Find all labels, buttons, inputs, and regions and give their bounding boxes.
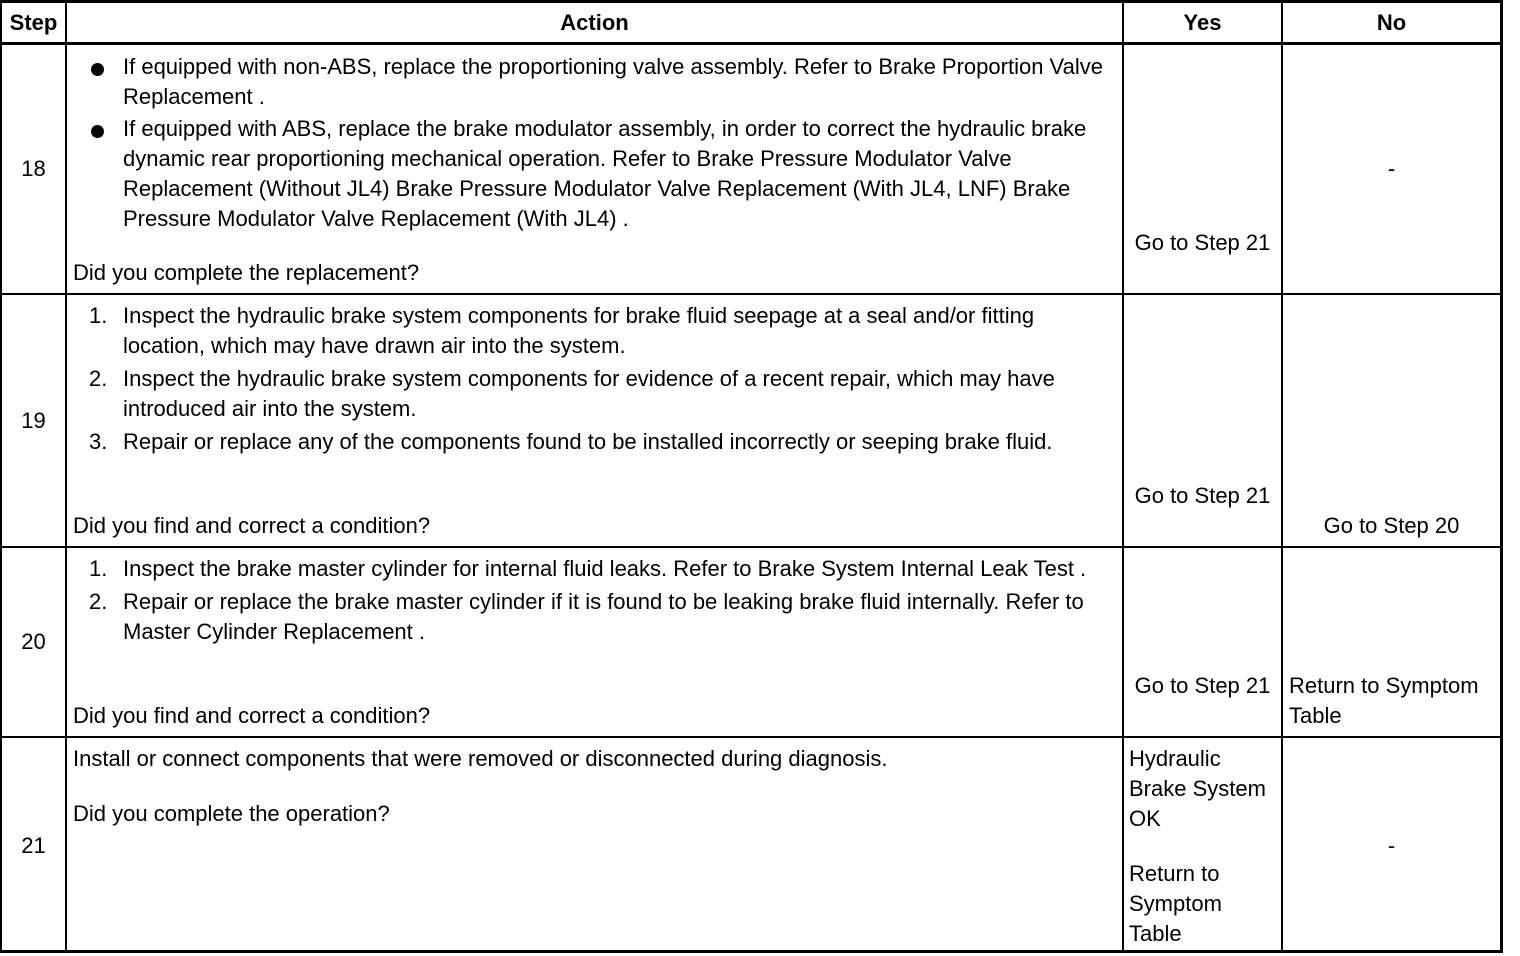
yes-cell — [1129, 744, 1269, 949]
list-item — [73, 114, 1118, 234]
table-border-top — [0, 0, 1503, 3]
bullet-icon — [91, 125, 104, 138]
action-instruction: Install or connect components that were removed or disconnected during diagnosis. — [73, 746, 888, 771]
column-divider — [65, 0, 67, 953]
action-cell — [73, 301, 1118, 457]
list-item-text: If equipped with non-ABS, replace the proportioning valve assembly. Refer to Brake Proportion Valve Replacement . — [123, 54, 1103, 109]
list-item-text: Repair or replace any of the components found to be installed incorrectly or seeping brake fluid. — [123, 429, 1053, 454]
list-marker: 2. — [89, 589, 108, 614]
list-item — [73, 427, 1118, 457]
list-marker: 1. — [89, 556, 108, 581]
step-number: 21 — [21, 833, 46, 858]
header-yes: Yes — [1183, 10, 1222, 35]
table-border-right — [1500, 0, 1503, 953]
list-item-text: Inspect the brake master cylinder for internal fluid leaks. Refer to Brake System Internal Leak Test . — [123, 556, 1087, 581]
bullet-icon — [91, 63, 104, 76]
list-item-text: Repair or replace the brake master cylinder if it is found to be leaking brake fluid internally. Refer to Master Cylinder Replacement . — [123, 589, 1084, 644]
action-question: Did you find and correct a condition? — [73, 703, 431, 728]
table-border-left — [0, 0, 2, 953]
step-number: 19 — [21, 408, 46, 433]
row-divider — [0, 546, 1503, 548]
column-divider — [1122, 0, 1124, 953]
action-cell — [73, 554, 1118, 647]
no-cell: - — [1387, 833, 1396, 858]
yes-result-return: Return to Symptom Table — [1129, 861, 1222, 946]
row-divider — [0, 736, 1503, 738]
yes-cell: Go to Step 21 — [1134, 483, 1271, 508]
action-question: Did you complete the replacement? — [73, 260, 420, 285]
list-item — [73, 554, 1118, 584]
yes-result-ok: Hydraulic Brake System OK — [1129, 746, 1266, 831]
no-cell: Return to Symptom Table — [1289, 673, 1479, 728]
list-item — [73, 52, 1118, 112]
list-marker: 1. — [89, 303, 108, 328]
no-cell: Go to Step 20 — [1323, 513, 1460, 538]
table-border-bottom — [0, 950, 1503, 953]
list-marker: 2. — [89, 366, 108, 391]
list-item-text: If equipped with ABS, replace the brake modulator assembly, in order to correct the hydraulic brake dynamic rear proportioning mechanical operation. Refer to Brake Pressure Modulator Valve Replacement (Without JL4) Brake Pressure Modulator Valve Replacement (With JL4, LNF) Brake Pressure Modulator Valve Replacement (With JL4) . — [123, 116, 1087, 231]
list-item — [73, 587, 1118, 647]
list-item — [73, 364, 1118, 424]
action-cell — [73, 52, 1118, 234]
list-marker: 3. — [89, 429, 108, 454]
header-action: Action — [560, 10, 629, 35]
list-item-text: Inspect the hydraulic brake system components for brake fluid seepage at a seal and/or fitting location, which may have drawn air into the system. — [123, 303, 1035, 358]
list-item-text: Inspect the hydraulic brake system components for evidence of a recent repair, which may have introduced air into the system. — [123, 366, 1055, 421]
column-divider — [1281, 0, 1283, 953]
step-number: 18 — [21, 156, 46, 181]
step-number: 20 — [21, 629, 46, 654]
no-cell: - — [1387, 156, 1396, 181]
action-question: Did you complete the operation? — [73, 801, 390, 826]
header-step: Step — [9, 10, 58, 35]
row-divider — [0, 293, 1503, 295]
header-no: No — [1376, 10, 1407, 35]
action-question: Did you find and correct a condition? — [73, 513, 431, 538]
header-divider — [0, 42, 1503, 45]
yes-cell: Go to Step 21 — [1134, 230, 1271, 255]
list-item — [73, 301, 1118, 361]
yes-cell: Go to Step 21 — [1134, 673, 1271, 698]
